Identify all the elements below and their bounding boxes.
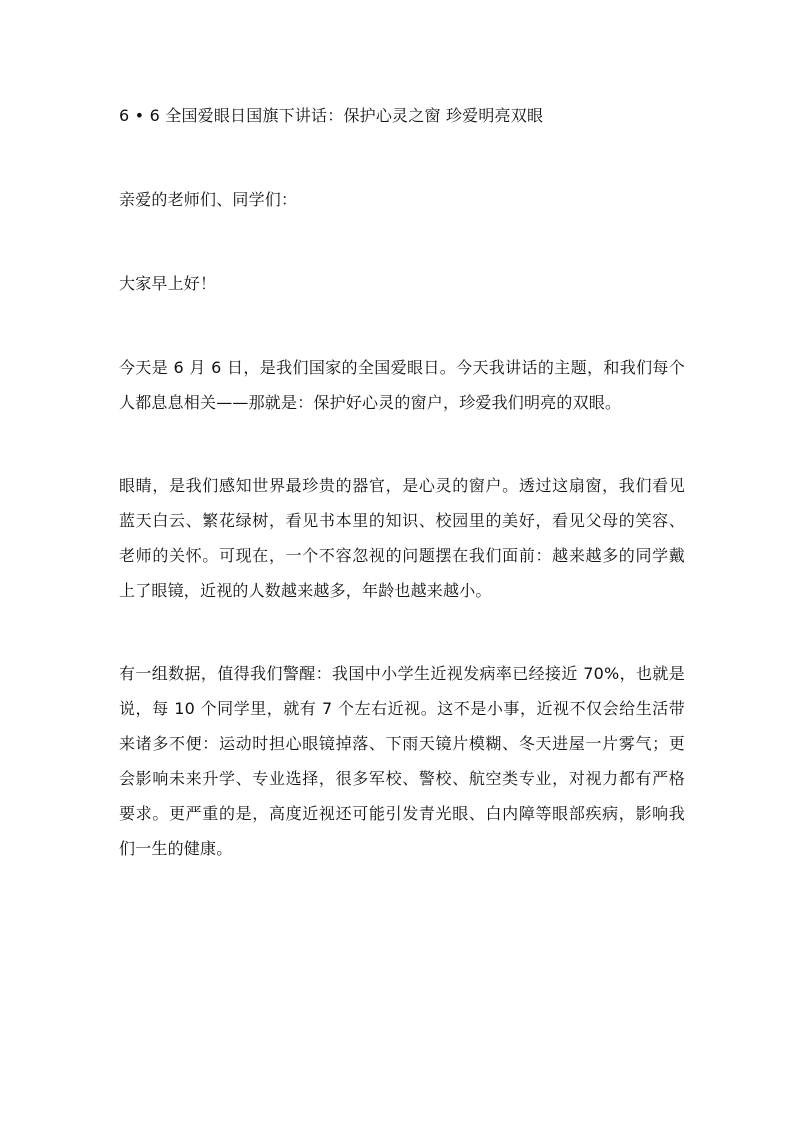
speech-title: 6 • 6 全国爱眼日国旗下讲话：保护心灵之窗 珍爱明亮双眼 <box>119 106 544 125</box>
salutation: 亲爱的老师们、同学们： <box>119 190 298 209</box>
text-column <box>119 98 685 866</box>
morning-greeting: 大家早上好！ <box>119 274 217 293</box>
paragraph: 有一组数据，值得我们警醒：我国中小学生近视发病率已经接近 70%，也就是说，每 10 个同学里，就有 7 个左右近视。这不是小事，近视不仅会给生活带来诸多不便：运动时担心眼镜掉落、下雨天镜片模糊、冬天进屋一片雾气；更会影响未来升学、专业选择，很多军校、警校、航空类专业，对视力都有严格要求。更严重的是，高度近视还可能引发青光眼、白内障等眼部疾病，影响我们一生的健康。 <box>119 664 685 858</box>
paragraph: 眼睛，是我们感知世界最珍贵的器官，是心灵的窗户。透过这扇窗，我们看见蓝天白云、繁花绿树，看见书本里的知识、校园里的美好，看见父母的笑容、老师的关怀。可现在，一个不容忽视的问题摆在我们面前：越来越多的同学戴上了眼镜，近视的人数越来越多，年龄也越来越小。 <box>119 476 685 600</box>
paragraph: 今天是 6 月 6 日，是我们国家的全国爱眼日。今天我讲话的主题，和我们每个人都息息相关——那就是：保护好心灵的窗户，珍爱我们明亮的双眼。 <box>119 358 685 412</box>
